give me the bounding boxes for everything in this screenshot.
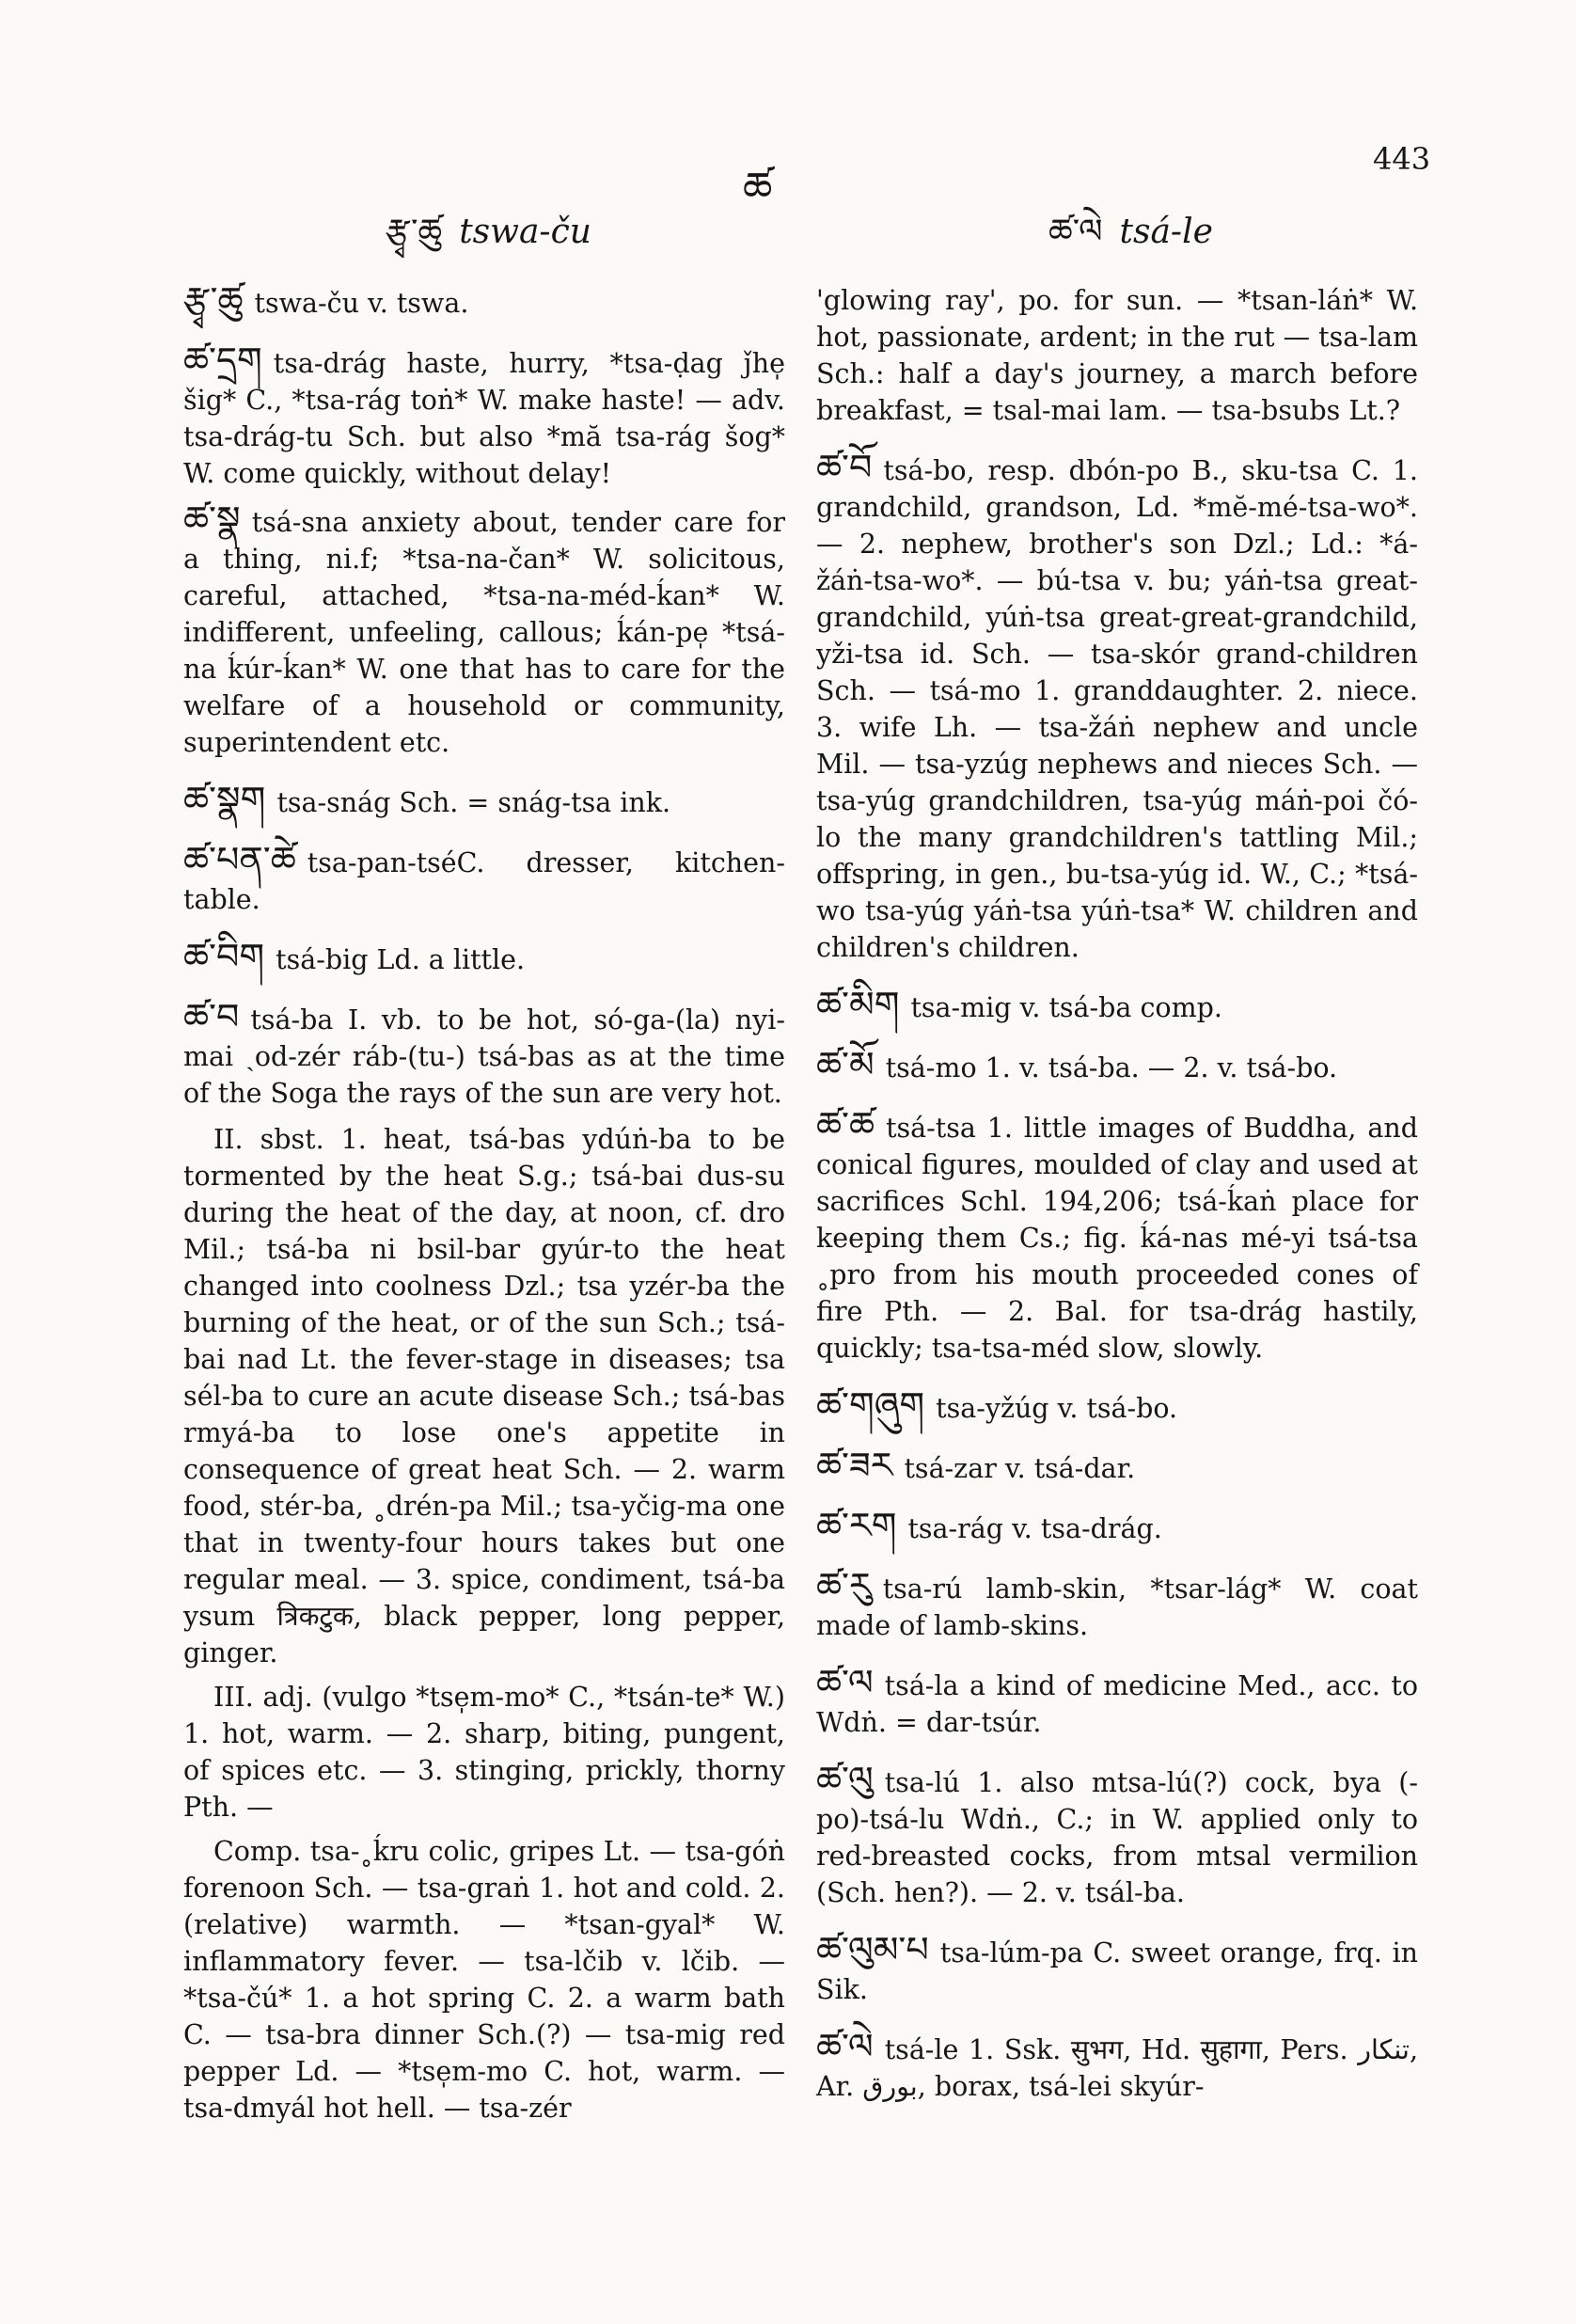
entry-text: tsa-lú 1. also mtsa-lú(?) cock, bya (-po)-tsá-lu Wdṅ., C.; in W. applied only to red-breasted cocks, from mtsal vermilion (Sch. hen?). — 2. v. tsál-ba. (816, 1767, 1418, 1908)
dictionary-entry (816, 1565, 1418, 1644)
entry-headword: ཚ་སྣ (183, 498, 241, 540)
dictionary-entry (816, 447, 1418, 966)
dictionary-entry (183, 498, 785, 761)
entry-text: tsá-sna anxiety about, tender care for a thing, ni.f; *tsa-na-čan* W. solicitous, careful, attached, *tsa-na-méd-ḱan* W. indifferent, unfeeling, callous; ḱán-pe̩ *tsá-na ḱúr-ḱan* W. one that has to care for the welfare of a household or community, superintendent etc. (183, 507, 785, 758)
entry-headword: ཚ་བོ (816, 447, 873, 488)
entry-headword: ཚ་མོ (816, 1044, 875, 1085)
entry-text: tsá-le 1. Ssk. सुभग, Hd. सुहागा, Pers. تنکار, Ar. بورق, borax, tsá-lei skyúr- (816, 2034, 1418, 2102)
entry-text: tsa-snág Sch. = snág-tsa ink. (276, 787, 671, 818)
header-left-translit: tswa-ču (459, 213, 591, 251)
entry-headword: རྩྭ་ཚུ (183, 279, 244, 321)
header-right-translit: tsá-le (1119, 213, 1213, 251)
entry-headword: ཚ་གཞུག (816, 1384, 925, 1426)
entry-text: tsá-bo, resp. dbón-po B., sku-tsa C. 1. grandchild, grandson, Ld. *mĕ-mé-tsa-wo*. — 2. nephew, brother's son Dzl.; Ld.: *á-žáṅ-tsa-wo*. — bú-tsa v. bu; yáṅ-tsa great-grandchild, yúṅ-tsa great-great-grandchild, yži-tsa id. Sch. — tsa-skór grand-children Sch. — tsá-mo 1. granddaughter. 2. niece. 3. wife Lh. — tsa-žáṅ nephew and uncle Mil. — tsa-yzúg nephews and nieces Sch. — tsa-yúg grandchildren, tsa-yúg máṅ-poi čó-lo the many grandchildren's tattling Mil.; offspring, in gen., bu-tsa-yúg id. W., C.; *tsá-wo tsa-yúg yáṅ-tsa yúṅ-tsa* W. children and children's children. (816, 455, 1418, 963)
dictionary-entry (816, 1044, 1418, 1086)
entry-continuation: 'glowing ray', po. for sun. — *tsan-láṅ* W. hot, passionate, ardent; in the rut — tsa-lam Sch.: half a day's journey, a march before breakfast, = tsal-mai lam. — tsa-bsubs Lt.? (816, 285, 1418, 426)
entry-headword: ཚ་ལ (816, 1662, 874, 1703)
dictionary-entry (816, 1759, 1418, 1911)
entry-headword: ཚ་ཟར (816, 1445, 893, 1486)
dictionary-entry (816, 1505, 1418, 1547)
entry-text: tsá-ba I. vb. to be hot, só-ga-(la) nyi-mai ˏod-zér ráb-(tu-) tsá-bas as at the time of the Soga the rays of the sun are very hot. (183, 1004, 785, 1109)
entry-headword: ཚ་ལེ (816, 2026, 874, 2067)
dictionary-entry (816, 1929, 1418, 2008)
running-header-right (1048, 193, 1213, 289)
header-center-letter: ཚ (743, 164, 773, 212)
dictionary-entry (183, 839, 785, 918)
page-number: 443 (1373, 141, 1431, 177)
entry-headword: ཚ་ལུ (816, 1759, 874, 1800)
left-column (183, 279, 785, 2134)
dictionary-entry (816, 1104, 1418, 1367)
entry-text: tsa-pan-tséC. dresser, kitchen-table. (183, 847, 785, 915)
dictionary-entry (183, 342, 785, 492)
entry-text: tsá-big Ld. a little. (276, 944, 526, 975)
entry-text: tsa-rú lamb-skin, *tsar-lág* W. coat made of lamb-skins. (816, 1573, 1418, 1641)
entry-text: tsa-drág haste, hurry, *tsa-ḍag ǰhe̩ šig* C., *tsa-rág toṅ* W. make haste! — adv. tsa-drág-tu Sch. but also *mă tsa-rág šog* W. come quickly, without delay! (183, 348, 785, 489)
entry-headword: ཚ་མིག (816, 984, 900, 1025)
entry-headword: ཚ་བིག (183, 936, 265, 977)
entry-headword: ཚ་ཚ (816, 1104, 875, 1146)
header-right-tibetan: ཚ་ལེ (1048, 213, 1103, 251)
entry-headword: ཚ་རག (816, 1505, 897, 1546)
entry-paragraph: III. adj. (vulgo *tse̩m-mo* C., *tsán-te* W.) 1. hot, warm. — 2. sharp, biting, pungent, of spices etc. — 3. stinging, prickly, thorny Pth. — (183, 1682, 785, 1823)
entry-paragraph: Comp. tsa-˳ḱru colic, gripes Lt. — tsa-góṅ forenoon Sch. — tsa-graṅ 1. hot and cold. 2. (relative) warmth. — *tsan-gyal* W. inflammatory fever. — tsa-lčib v. lčib. — *tsa-čú* 1. a hot spring C. 2. a warm bath C. — tsa-bra dinner Sch.(?) — tsa-mig red pepper Ld. — *tse̩m-mo C. hot, warm. — tsa-dmyál hot hell. — tsa-zér (183, 1836, 785, 2124)
dictionary-entry (816, 984, 1418, 1026)
entry-text: tsa-mig v. tsá-ba comp. (910, 992, 1222, 1023)
header-left-tibetan: རྩྭ་ཚུ (386, 213, 443, 251)
dictionary-entry (816, 1662, 1418, 1741)
running-header-left (386, 193, 591, 289)
entry-text: tsa-yžúg v. tsá-bo. (936, 1393, 1178, 1424)
dictionary-entry (183, 279, 785, 322)
entry-headword: ཚ་དྲག (183, 340, 262, 381)
entry-headword: ཚ་སྣག (183, 779, 266, 820)
entry-headword: ཚ་པན་ཚེ (183, 839, 296, 880)
dictionary-entry (816, 1447, 1418, 1487)
entry-text: tsá-zar v. tsá-dar. (904, 1453, 1136, 1484)
dictionary-entry (183, 996, 785, 1112)
entry-text: tsá-tsa 1. little images of Buddha, and conical figures, moulded of clay and used at sacrifices Schl. 194,206; tsá-ḱaṅ place for keeping them Cs.; fig. ḱá-nas mé-yi tsá-tsa ˳pro from his mouth proceeded cones of fire Pth. — 2. Bal. for tsa-drág hastily, quickly; tsa-tsa-méd slow, slowly. (816, 1113, 1418, 1364)
dictionary-entry (183, 936, 785, 978)
entry-headword: ཚ་རུ (816, 1565, 872, 1606)
entry-headword: ཚ་ལུམ་པ (816, 1929, 929, 1970)
entry-headword: ཚ་བ (183, 996, 240, 1037)
right-column (816, 282, 1418, 2114)
entry-text: tsa-lúm-pa C. sweet orange, frq. in Sik. (816, 1937, 1418, 2005)
entry-text: tsá-mo 1. v. tsá-ba. — 2. v. tsá-bo. (885, 1052, 1338, 1083)
entry-paragraph: II. sbst. 1. heat, tsá-bas ydúṅ-ba to be tormented by the heat S.g.; tsá-bai dus-su during the heat of the day, at noon, cf. dro Mil.; tsá-ba ni bsil-bar gyúr-to the heat changed into coolness Dzl.; tsa yzér-ba the burning of the heat, or of the sun Sch.; tsá-bai nad Lt. the fever-stage in diseases; tsa sél-ba to cure an acute disease Sch.; tsá-bas rmyá-ba to lose one's appetite in consequence of great heat Sch. — 2. warm food, stér-ba, ˳drén-pa Mil.; tsa-yčig-ma one that in twenty-four hours takes but one regular meal. — 3. spice, condiment, tsá-ba ysum त्रिकटुक, black pepper, long pepper, ginger. (183, 1124, 785, 1668)
dictionary-entry (816, 1384, 1418, 1427)
dictionary-entry (816, 2026, 1418, 2105)
dictionary-entry (183, 779, 785, 821)
entry-text: tsá-la a kind of medicine Med., acc. to Wdṅ. = dar-tsúr. (816, 1670, 1418, 1738)
entry-text: tsa-rág v. tsa-drág. (907, 1513, 1162, 1544)
entry-text: tswa-ču v. tswa. (254, 288, 469, 319)
